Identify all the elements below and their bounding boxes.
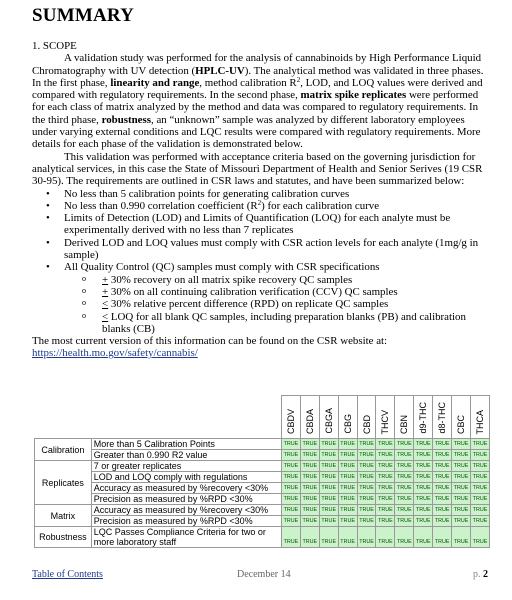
result-cell: TRUE [433,461,452,472]
sub-list-item: o + 30% on all continuing calibration verification (CCV) QC samples [102,286,490,298]
csr-website-link[interactable]: https://health.mo.gov/safety/cannabis/ [32,347,198,360]
analyte-name: THCA [475,409,485,434]
criterion-cell: Greater than 0.990 R2 value [91,450,281,461]
result-cell: TRUE [357,516,376,527]
result-cell: TRUE [414,439,433,450]
scope-paragraph-2: This validation was performed with acceptance criteria based on the governing jurisdiction for analytical services, in this case the State of Missouri Department of Health and Senior Serives (19 CSR 30-95). The requirements are outlined in CSR laws and statutes, and have been summarized below: [32,150,483,188]
result-cell: TRUE [376,494,395,505]
result-cell: TRUE [395,461,414,472]
criterion-cell: Accuracy as measured by %recovery <30% [91,505,281,516]
result-cell: TRUE [414,516,433,527]
result-cell: TRUE [281,483,300,494]
footer-page-number: p. 2 [473,569,488,580]
criterion-cell: LOD and LOQ comply with regulations [91,472,281,483]
analyte-name: CBG [342,414,353,434]
result-cell: TRUE [338,472,357,483]
analyte-name: CBDA [304,408,315,434]
result-cell: TRUE [319,505,338,516]
analyte-name: THCV [380,409,391,434]
result-cell: TRUE [376,461,395,472]
footer-date: December 14 [237,569,291,580]
result-cell: TRUE [357,505,376,516]
footer-toc [32,569,103,580]
result-cell: TRUE [338,483,357,494]
analyte-header [319,396,338,439]
result-cell: TRUE [300,461,319,472]
table-row [35,450,490,461]
table-row [35,439,490,450]
result-cell: TRUE [395,505,414,516]
result-cell: TRUE [471,461,490,472]
analyte-name: CBGA [323,408,334,434]
result-cell: TRUE [319,439,338,450]
result-cell: TRUE [414,527,433,548]
criterion-cell: Precision as measured by %RPD <30% [91,516,281,527]
result-cell: TRUE [300,527,319,548]
result-cell: TRUE [433,494,452,505]
analyte-header [395,396,414,439]
analyte-header [300,396,319,439]
result-cell: TRUE [471,494,490,505]
result-cell: TRUE [357,450,376,461]
analyte-header [357,396,376,439]
result-cell: TRUE [395,516,414,527]
analyte-header [452,396,471,439]
table-of-contents-link[interactable]: Table of Contents [32,569,103,580]
result-cell: TRUE [281,439,300,450]
result-cell: TRUE [319,494,338,505]
table-row [35,494,490,505]
qc-spec-list [64,274,490,335]
criterion-cell: 7 or greater replicates [91,461,281,472]
result-cell: TRUE [452,450,471,461]
result-cell: TRUE [300,505,319,516]
scope-paragraph-1: A validation study was performed for the analysis of cannabinoids by High Performance Liquid Chromatography with UV detection (HPLC-UV). The analytical method was validated in three phases. In the first phase, linearity and range, method calibration $R^2$, LOD, and LOQ values were derived and compared with regulatory requirements. In the second phase, matrix spike replicates were performed for each class of matrix analyzed by the method and data was compared to regulatory requirements. In the third phase, robustness, an “unknown” sample was analyzed by different laboratory employees under varying external conditions and LQC results were compared with regulatory requirements. More details for each phase of the validation is demonstrated below. [32,52,484,151]
result-cell: TRUE [376,527,395,548]
result-cell: TRUE [300,439,319,450]
result-cell: TRUE [433,505,452,516]
analyte-header [471,396,490,439]
result-cell: TRUE [433,439,452,450]
result-cell: TRUE [414,472,433,483]
result-cell: TRUE [357,494,376,505]
analyte-header [433,396,452,439]
result-cell: TRUE [414,450,433,461]
result-cell: TRUE [319,450,338,461]
criterion-cell: LQC Passes Compliance Criteria for two or more laboratory staff [91,527,281,548]
result-cell: TRUE [338,461,357,472]
result-cell: TRUE [319,461,338,472]
analyte-name: d8-THC [437,402,448,434]
result-cell: TRUE [338,450,357,461]
table-row [35,516,490,527]
result-cell: TRUE [395,527,414,548]
table-row [35,472,490,483]
result-cell: TRUE [319,483,338,494]
result-cell: TRUE [471,483,490,494]
result-cell: TRUE [452,527,471,548]
criterion-cell: Precision as measured by %RPD <30% [91,494,281,505]
result-cell: TRUE [376,516,395,527]
result-cell: TRUE [433,516,452,527]
result-cell: TRUE [376,483,395,494]
result-cell: TRUE [300,483,319,494]
result-cell: TRUE [452,494,471,505]
list-item: • Limits of Detection (LOD) and Limits of Quantification (LOQ) for each analyte must be experimentally derived with no less than 7 replicates [64,212,490,237]
result-cell: TRUE [471,527,490,548]
analyte-header [376,396,395,439]
header-spacer [35,396,282,439]
result-cell: TRUE [281,461,300,472]
category-cell: Robustness [35,527,92,548]
result-cell: TRUE [357,472,376,483]
table-row [35,483,490,494]
result-cell: TRUE [452,439,471,450]
result-cell: TRUE [300,516,319,527]
analyte-name: CBD [361,414,372,434]
result-cell: TRUE [376,439,395,450]
result-cell: TRUE [338,516,357,527]
result-cell: TRUE [281,516,300,527]
result-cell: TRUE [452,505,471,516]
result-cell: TRUE [357,483,376,494]
sub-list-item: o < 30% relative percent difference (RPD) on replicate QC samples [102,298,490,310]
list-item: • No less than 5 calibration points for generating calibration curves [64,188,490,200]
result-cell: TRUE [357,527,376,548]
category-cell: Matrix [35,505,92,527]
analyte-name: CBN [399,414,410,434]
result-cell: TRUE [319,527,338,548]
analyte-name: CBDV [285,408,296,434]
criterion-cell: More than 5 Calibration Points [91,439,281,450]
requirements-list [32,188,490,336]
list-item: • All Quality Control (QC) samples must comply with CSR specifications o + 30% recovery on all matrix spike recovery QC samples o + 30% on all continuing calibration verification (CCV) QC samples o < 30% relative percent difference (RPD) on replicate QC samples o < LOQ for all blank QC samples, including preparation blanks (PB) and calibration blanks (CB) [64,261,490,335]
list-item: • No less than 0.990 correlation coefficient $(R^2)$ for each calibration curve [64,200,490,212]
csr-note: The most current version of this information can be found on the CSR website at: [32,335,388,348]
result-cell: TRUE [452,516,471,527]
result-cell: TRUE [338,439,357,450]
analyte-header-row [35,396,490,439]
result-cell: TRUE [471,505,490,516]
result-cell: TRUE [300,450,319,461]
result-cell: TRUE [300,472,319,483]
table-row [35,505,490,516]
result-cell: TRUE [281,494,300,505]
result-cell: TRUE [376,450,395,461]
result-cell: TRUE [281,527,300,548]
result-cell: TRUE [281,472,300,483]
analyte-header [281,396,300,439]
result-cell: TRUE [414,483,433,494]
body-text [32,40,490,360]
category-cell: Calibration [35,439,92,461]
result-cell: TRUE [452,472,471,483]
page-title: SUMMARY [32,5,135,26]
result-cell: TRUE [433,472,452,483]
result-cell: TRUE [338,527,357,548]
table-row [35,461,490,472]
result-cell: TRUE [357,439,376,450]
result-cell: TRUE [395,483,414,494]
table-row [35,527,490,548]
criterion-cell: Accuracy as measured by %recovery <30% [91,483,281,494]
result-cell: TRUE [357,461,376,472]
list-item: • Derived LOD and LOQ values must comply with CSR action levels for each analyte (1mg/g in sample) [64,237,490,262]
result-cell: TRUE [281,505,300,516]
result-cell: TRUE [414,505,433,516]
analyte-name: CBC [456,414,467,434]
analyte-name: d9-THC [418,402,429,434]
result-cell: TRUE [471,439,490,450]
analyte-header [338,396,357,439]
result-cell: TRUE [395,439,414,450]
result-cell: TRUE [452,483,471,494]
category-cell: Replicates [35,461,92,505]
validation-summary-table [34,395,490,548]
result-cell: TRUE [395,450,414,461]
result-cell: TRUE [452,461,471,472]
result-cell: TRUE [281,450,300,461]
result-cell: TRUE [471,472,490,483]
result-cell: TRUE [471,516,490,527]
result-cell: TRUE [433,527,452,548]
result-cell: TRUE [319,516,338,527]
result-cell: TRUE [433,450,452,461]
result-cell: TRUE [376,505,395,516]
result-cell: TRUE [395,494,414,505]
sub-list-item: o + 30% recovery on all matrix spike recovery QC samples [102,274,490,286]
result-cell: TRUE [300,494,319,505]
analyte-header [414,396,433,439]
table-body [35,439,490,548]
result-cell: TRUE [338,505,357,516]
result-cell: TRUE [414,494,433,505]
result-cell: TRUE [338,494,357,505]
scope-heading: 1. SCOPE [32,40,77,52]
result-cell: TRUE [414,461,433,472]
sub-list-item: o < LOQ for all blank QC samples, including preparation blanks (PB) and calibration blanks (CB) [102,311,490,336]
result-cell: TRUE [433,483,452,494]
result-cell: TRUE [471,450,490,461]
result-cell: TRUE [376,472,395,483]
result-cell: TRUE [319,472,338,483]
result-cell: TRUE [395,472,414,483]
